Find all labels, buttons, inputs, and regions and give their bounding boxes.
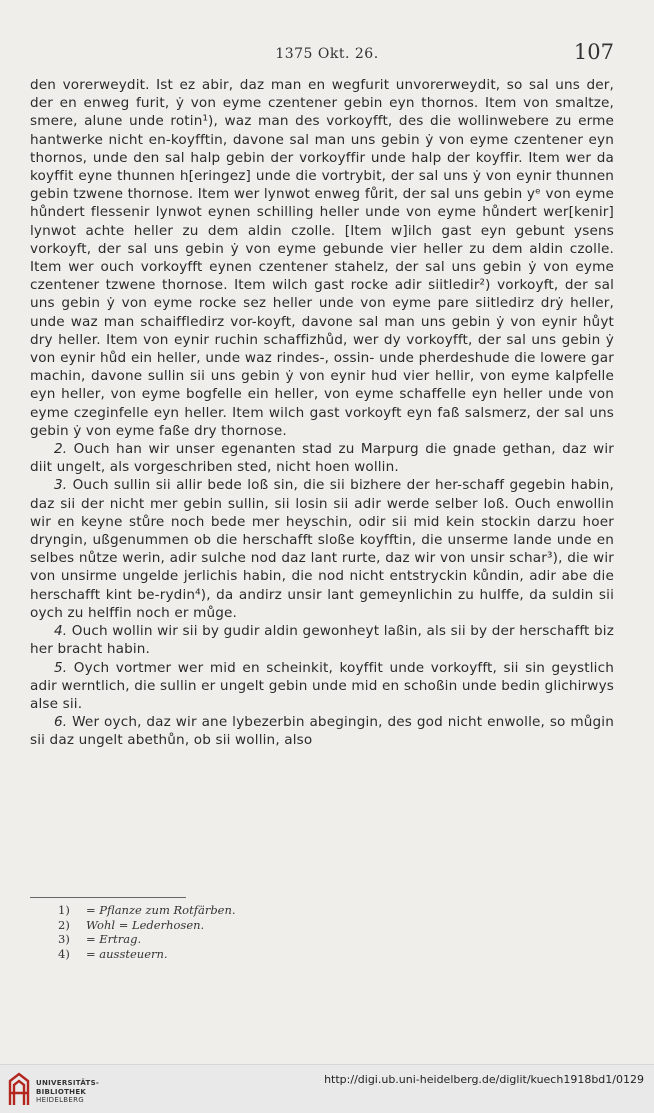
paragraph-text: Ouch sullin sii allir bede loß sin, die sii bizhere der her-schaff gegebin habin, daz sii der nicht mer gebin sullin, sii losin sii adir werde selber loß. Ouch enwollin wir en keyne stůre noch bede mer heyschin, odir sii mid kein stockin darzu hoer dryngin, ußgenummen ob die herschafft sloße koyfftin, die unserme lande unde en selbes nůtze werin, adir sulche nod daz lant rurte, daz wir von unsir schar³), die wir von unsirme ungelde jerlichis habin, die nod nicht entstryckin kůndin, adir abe die herschafft kint be-rydin⁴), da andirz unsir lant gemeynlichin zu hulffe, da suldin sii oych zu helffin noch er můge. [30, 477, 614, 621]
paragraph [30, 622, 614, 658]
university-library-logo-icon[interactable] [6, 1071, 32, 1107]
footnote-number: 1) [58, 903, 70, 917]
viewer-footer [0, 1064, 654, 1113]
footnote [58, 932, 598, 947]
paragraph-text: Oych vortmer wer mid en scheinkit, koyffit unde vorkoyfft, sii sin geystlich adir werntlich, die sullin er ungelt gebin unde mid en schoßin unde bedin glichirwys alse sii. [30, 659, 614, 712]
footnote [58, 903, 598, 918]
paragraph-number: 2. [54, 441, 68, 458]
logo-line-3: HEIDELBERG [36, 1096, 84, 1104]
paragraph-number: 3. [54, 477, 68, 494]
paragraph [30, 659, 614, 714]
paragraph-number: 6. [54, 714, 68, 731]
paragraph-number: 4. [54, 623, 68, 640]
footnote-text: = Ertrag. [86, 932, 142, 947]
header-date: 1375 Okt. 26. [275, 46, 379, 62]
paragraph-text: Ouch han wir unser egenanten stad zu Marpurg die gnade gethan, daz wir diit ungelt, als vorgeschriben sted, nicht hoen wollin. [30, 441, 614, 476]
paragraph [30, 440, 614, 476]
running-header [40, 40, 614, 70]
footnote-text: = aussteuern. [86, 946, 168, 961]
paragraph [30, 476, 614, 622]
logo-line-2: BIBLIOTHEK [36, 1087, 87, 1096]
paragraph-number: 5. [54, 659, 68, 676]
permalink-url[interactable]: http://digi.ub.uni-heidelberg.de/diglit/kuech1918bd1/0129 [324, 1073, 644, 1086]
paragraph [30, 713, 614, 749]
footnote-number: 4) [58, 946, 70, 961]
logo-line-1: UNIVERSITÄTS- [36, 1079, 100, 1087]
footnote-text: Wohl = Lederhosen. [86, 917, 205, 932]
paragraph-text: den vorerweydit. Ist ez abir, daz man en wegfurit unvorerweydit, so sal uns der, der en enweg furit, ẏ von eyme czentener gebin eyn thornos. Item von smaltze, smere, alune unde rotin¹), waz man des vorkoyfft, des die wollinwebere zu erme hantwerke nicht en-koyfftin, davone sal man uns gebin ẏ von eyme czentener eyn thornos, unde den sal halp gebin der vorkoyffir unde halp der koyffir. Item wer da koyffit eyne thunnen h[eringez] unde die vortrybit, der sal uns ẏ von eynir thunnen gebin tzwene thornose. Item wer lynwot enweg fůrit, der sal uns gebin yᵉ von eyme hůndert flessenir lynwot eynen schilling heller unde von eyme hůndert wer[kenir] lynwot achte heller zu dem aldin czolle. [Item w]ilch gast eyn gebunt ysens vorkoyft, der sal uns gebin ẏ von eyme gebunde vier heller zu dem aldin czolle. Item wer ouch vorkoyfft eynen czentener stahelz, der sal uns gebin ẏ von eyme czentener tzwene thornose. Item wilch gast rocke adir siitledir²) vorkoyft, der sal uns gebin ẏ von eyme rocke sez heller unde von eyme pare siitledirz drẏ heller, unde waz man schaiffledirz vor-koyft, davone sal man uns gebin ẏ von eynir hůyt dry heller. Item von eynir ruchin schaffizhůd, wer dy vorkoyfft, der sal uns gebin ẏ von eynir hůd ein heller, unde waz rindes-, ossin- unde pherdeshude die lowere gar machin, davone sullin sii uns gebin ẏ von eynir hud vier hellir, von eyme kalpfelle eyn heller, von eyme bogfelle ein heller, von eyme schaffelle eyn heller unde von eyme czeginfelle eyn heller. Item wilch gast vorkoyft eyn faß salsmerz, der sal uns gebin ẏ von eyme faße dry thornose. [30, 77, 614, 439]
footnote [58, 918, 598, 933]
paragraph [30, 76, 614, 440]
footnote-number: 2) [58, 917, 70, 932]
footnote-number: 3) [58, 932, 70, 947]
footnote-text: = Pflanze zum Rotfärben. [86, 903, 236, 917]
paragraph-text: Ouch wollin wir sii by gudir aldin gewonheyt laßin, als sii by der herschafft biz her bracht habin. [30, 623, 614, 658]
footnote-rule [30, 897, 186, 898]
library-name [36, 1079, 99, 1105]
footnotes [58, 903, 598, 961]
page-number: 107 [573, 40, 614, 64]
main-text [30, 76, 614, 750]
paragraph-text: Wer oych, daz wir ane lybezerbin abegingin, des god nicht enwolle, so můgin sii daz ungelt abethůn, ob sii wollin, also [30, 714, 614, 749]
footnote [58, 947, 598, 962]
